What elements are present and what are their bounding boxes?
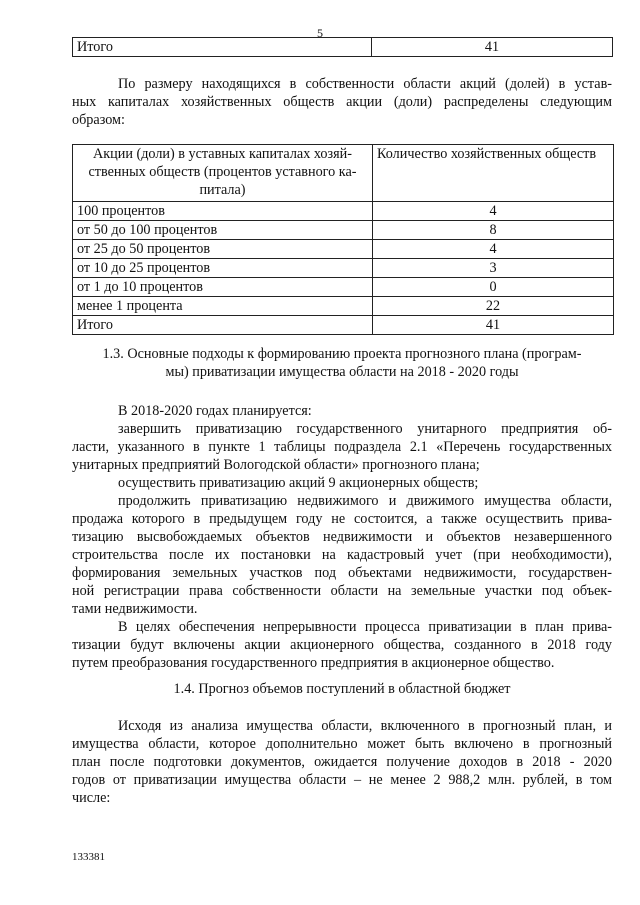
table-cell-label: от 1 до 10 процентов bbox=[73, 278, 373, 297]
table-cell-value: 4 bbox=[373, 202, 614, 221]
table-row bbox=[73, 278, 614, 297]
table-header-cell-shares bbox=[73, 145, 373, 202]
text-line: тизации будут включены акции акционерного общества, созданного в 2018 году bbox=[72, 637, 612, 653]
text-line: ных капиталах хозяйственных обществ акции (доли) распределены следующим bbox=[72, 94, 612, 110]
table-cell-label: 100 процентов bbox=[73, 202, 373, 221]
table-row bbox=[73, 259, 614, 278]
header-line: питала) bbox=[199, 182, 246, 198]
text-line: В целях обеспечения непрерывности процесса приватизации в план прива- bbox=[118, 619, 612, 635]
text-line: продолжить приватизацию недвижимого и движимого имущества области, bbox=[118, 493, 612, 509]
document-code: 133381 bbox=[72, 851, 105, 863]
text-line: унитарных предприятий Вологодской области» прогнозного плана; bbox=[72, 457, 480, 473]
text-line: продажа которого в предыдущем году не состоится, а также осуществить прива- bbox=[72, 511, 612, 527]
table-row bbox=[73, 38, 613, 57]
heading-line: 1.3. Основные подходы к формированию проекта прогнозного плана (програм- bbox=[102, 346, 582, 362]
text-line: тами недвижимости. bbox=[72, 601, 198, 617]
text-line: путем преобразования государственного предприятия в акционерное общество. bbox=[72, 655, 555, 671]
text-line: ласти, указанного в пункте 1 таблицы подраздела 2.1 «Перечень государственных bbox=[72, 439, 612, 455]
text-line: числе: bbox=[72, 790, 111, 806]
table-cell-label: от 10 до 25 процентов bbox=[73, 259, 373, 278]
table-cell-value: 0 bbox=[373, 278, 614, 297]
table-header-cell-count: Количество хозяйственных обществ bbox=[373, 145, 614, 202]
text-line: имущества области, которое дополнительно может быть включено в прогнозный bbox=[72, 736, 612, 752]
table-row bbox=[73, 202, 614, 221]
table-cell-value: 8 bbox=[373, 221, 614, 240]
table-cell-label: от 50 до 100 процентов bbox=[73, 221, 373, 240]
text-line: строительства после их постановки на кадастровый учет (при необходимости), bbox=[72, 547, 612, 563]
table-row bbox=[73, 240, 614, 259]
table-row bbox=[73, 316, 614, 335]
header-line: Акции (доли) в уставных капиталах хозяй- bbox=[93, 146, 352, 162]
planned-intro: В 2018-2020 годах планируется: bbox=[118, 403, 312, 419]
plan-item-1 bbox=[72, 420, 612, 474]
table-cell-label: менее 1 процента bbox=[73, 297, 373, 316]
text-line: формирования земельных участков под объектами недвижимости, государствен- bbox=[72, 565, 612, 581]
text-line: По размеру находящихся в собственности области акций (долей) в устав- bbox=[118, 76, 612, 92]
text-line: план после подготовки документов, ожидается получение доходов в 2018 - 2020 bbox=[72, 754, 612, 770]
section-heading-1-3 bbox=[72, 345, 612, 381]
text-line: Исходя из анализа имущества области, включенного в прогнозный план, и bbox=[118, 718, 612, 734]
text-line: тизацию высвобождаемых объектов недвижимости и объектов незавершенного bbox=[72, 529, 612, 545]
table-row bbox=[73, 297, 614, 316]
table-cell-label: Итого bbox=[73, 38, 372, 57]
text-line: образом: bbox=[72, 112, 125, 128]
heading-line: мы) приватизации имущества области на 2018 - 2020 годы bbox=[165, 364, 519, 380]
page-number: 5 bbox=[317, 26, 323, 40]
plan-item-3 bbox=[72, 492, 612, 618]
continuity-paragraph bbox=[72, 618, 612, 672]
table-cell-label: Итого bbox=[73, 316, 373, 335]
table-cell-label: от 25 до 50 процентов bbox=[73, 240, 373, 259]
table-row bbox=[73, 221, 614, 240]
table-cell-value: 41 bbox=[372, 38, 613, 57]
summary-table-top bbox=[72, 37, 613, 57]
revenue-forecast-paragraph bbox=[72, 717, 612, 807]
plan-item-2: осуществить приватизацию акций 9 акционерных обществ; bbox=[118, 475, 479, 491]
intro-paragraph bbox=[72, 75, 612, 129]
text-line: ной регистрации права собственности области на земельные участки под объек- bbox=[72, 583, 612, 599]
header-line: ственных обществ (процентов уставного ка- bbox=[88, 164, 357, 180]
table-cell-value: 3 bbox=[373, 259, 614, 278]
table-cell-value: 4 bbox=[373, 240, 614, 259]
table-cell-value: 22 bbox=[373, 297, 614, 316]
section-heading-1-4: 1.4. Прогноз объемов поступлений в областной бюджет bbox=[173, 681, 511, 697]
text-line: годов от приватизации имущества области – не менее 2 988,2 млн. рублей, в том bbox=[72, 772, 612, 788]
table-cell-value: 41 bbox=[373, 316, 614, 335]
shares-table bbox=[72, 144, 614, 335]
table-header-row bbox=[73, 145, 614, 202]
text-line: завершить приватизацию государственного унитарного предприятия об- bbox=[118, 421, 612, 437]
